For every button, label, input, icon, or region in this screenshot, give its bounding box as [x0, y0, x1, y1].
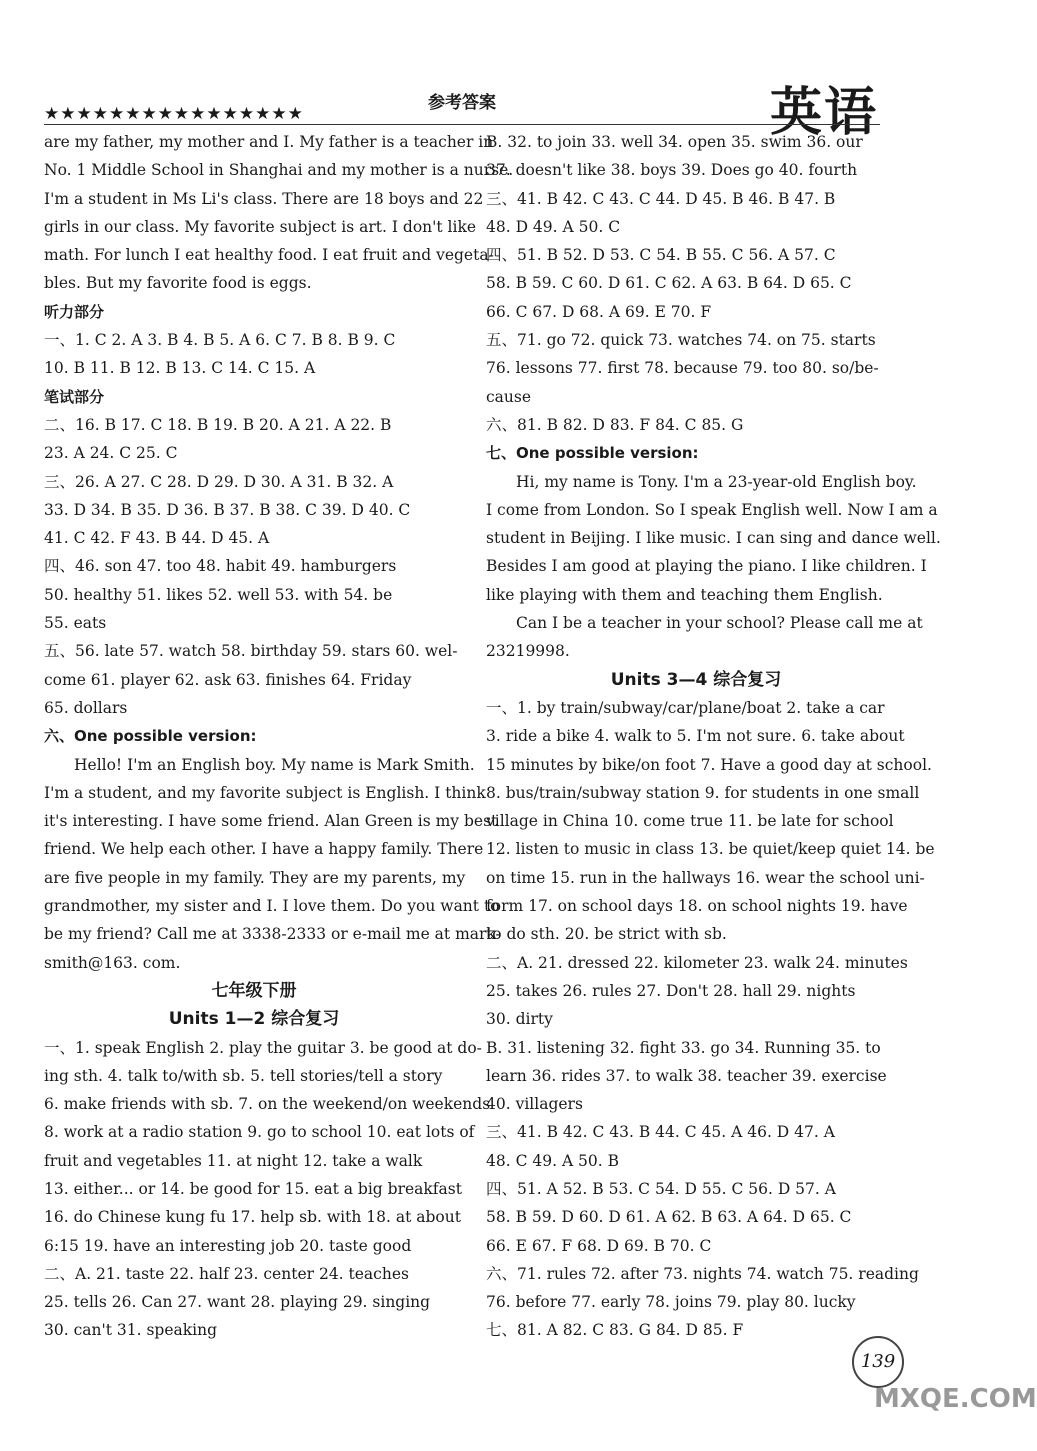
section-heading: 笔试部分 [44, 387, 105, 406]
answer-line: 13. either... or 14. be good for 15. eat a big breakfast [44, 1179, 462, 1198]
header-divider [44, 124, 880, 125]
answer-line: ing sth. 4. talk to/with sb. 5. tell stories/tell a story [44, 1066, 443, 1085]
answer-line: 3. ride a bike 4. walk to 5. I'm not sure. 6. take about [486, 727, 905, 746]
subject-logo: 英语 [770, 83, 879, 143]
answer-line: B. 32. to join 33. well 34. open 35. swim 36. our [486, 133, 863, 151]
answer-line: 48. D 49. A 50. C [486, 217, 621, 236]
answer-line: bles. But my favorite food is eggs. [44, 274, 312, 293]
answer-line: 二、A. 21. dressed 22. kilometer 23. walk 24. minutes [486, 953, 908, 972]
answer-line: 一、1. by train/subway/car/plane/boat 2. take a car [486, 698, 885, 717]
watermark-logo: MXQE.COM [874, 1384, 1037, 1414]
answer-line: 41. C 42. F 43. B 44. D 45. A [44, 529, 270, 548]
answer-line: friend. We help each other. I have a happy family. There [44, 840, 484, 859]
page-number: 139 [852, 1336, 904, 1388]
section-heading: 听力部分 [44, 302, 105, 321]
answer-line: B. 31. listening 32. fight 33. go 34. Running 35. to [486, 1038, 881, 1057]
answer-line: 8. work at a radio station 9. go to school 10. eat lots of [44, 1123, 475, 1142]
answer-line: 25. takes 26. rules 27. Don't 28. hall 29. nights [486, 981, 856, 1000]
answer-line: 三、41. B 42. C 43. C 44. D 45. B 46. B 47. B [486, 189, 836, 208]
answer-line: Hi, my name is Tony. I'm a 23-year-old English boy. [516, 472, 917, 491]
answer-line: 58. B 59. D 60. D 61. A 62. B 63. A 64. D 65. C [486, 1208, 852, 1227]
answer-line: 四、51. A 52. B 53. C 54. D 55. C 56. D 57. A [486, 1179, 836, 1198]
answer-line: No. 1 Middle School in Shanghai and my mother is a nurse. [44, 161, 514, 180]
answer-line: I come from London. So I speak English well. Now I am a [486, 500, 938, 519]
answer-line: 8. bus/train/subway station 9. for students in one small [486, 783, 920, 802]
answer-line: Can I be a teacher in your school? Please call me at [516, 614, 923, 633]
answer-line: 50. healthy 51. likes 52. well 53. with 54. be [44, 585, 393, 604]
answer-line: be my friend? Call me at 3338-2333 or e-mail me at mark- [44, 925, 501, 944]
right-column [486, 128, 941, 1345]
page-title: 参考答案 [428, 93, 496, 113]
answer-line: I'm a student in Ms Li's class. There are 18 boys and 22 [44, 189, 484, 208]
answer-line: village in China 10. come true 11. be late for school [486, 812, 894, 831]
answer-line: 6. make friends with sb. 7. on the weekend/on weekends [44, 1095, 491, 1114]
answer-line: on time 15. run in the hallways 16. wear the school uni- [486, 868, 925, 887]
answer-line: are five people in my family. They are my parents, my [44, 868, 466, 887]
answer-line: 五、56. late 57. watch 58. birthday 59. stars 60. wel- [44, 642, 458, 661]
answer-line: fruit and vegetables 11. at night 12. take a walk [44, 1151, 423, 1170]
answer-line: math. For lunch I eat healthy food. I eat fruit and vegeta- [44, 246, 494, 265]
answer-line: 16. do Chinese kung fu 17. help sb. with 18. at about [44, 1208, 461, 1227]
answer-line: 一、1. C 2. A 3. B 4. B 5. A 6. C 7. B 8. B 9. C [44, 331, 396, 350]
answer-line: 37. doesn't like 38. boys 39. Does go 40. fourth [486, 161, 858, 180]
answer-line: 40. villagers [486, 1095, 583, 1114]
answer-line: 58. B 59. C 60. D 61. C 62. A 63. B 64. D 65. C [486, 274, 852, 293]
answer-line: cause [486, 387, 532, 406]
answer-line: 四、51. B 52. D 53. C 54. B 55. C 56. A 57. C [486, 246, 836, 265]
answer-line: learn 36. rides 37. to walk 38. teacher 39. exercise [486, 1066, 887, 1085]
answer-line: form 17. on school days 18. on school nights 19. have [486, 897, 908, 916]
answer-line: come 61. player 62. ask 63. finishes 64. Friday [44, 670, 412, 689]
answer-line: 三、41. B 42. C 43. B 44. C 45. A 46. D 47. A [486, 1123, 835, 1142]
unit-heading: 七年级下册 [211, 980, 297, 1001]
answer-line: student in Beijing. I like music. I can sing and dance well. [486, 529, 941, 548]
answer-line: 66. E 67. F 68. D 69. B 70. C [486, 1236, 712, 1255]
answer-line: 23219998. [486, 642, 570, 661]
answer-line: Besides I am good at playing the piano. I like children. I [486, 557, 927, 576]
unit-heading: Units 3—4 综合复习 [610, 669, 782, 690]
answer-line: 15 minutes by bike/on foot 7. Have a good day at school. [486, 755, 932, 774]
answer-line: 六、71. rules 72. after 73. nights 74. watch 75. reading [486, 1264, 919, 1283]
section-heading: 七、One possible version: [486, 444, 699, 463]
answer-line: 55. eats [44, 614, 107, 633]
answer-line: 65. dollars [44, 698, 128, 717]
answer-line: like playing with them and teaching them English. [486, 585, 883, 604]
answer-line: 6:15 19. have an interesting job 20. taste good [44, 1236, 412, 1255]
answer-line: grandmother, my sister and I. I love them. Do you want to [44, 897, 500, 916]
answer-line: 25. tells 26. Can 27. want 28. playing 29. singing [44, 1293, 431, 1312]
answer-line: 48. C 49. A 50. B [486, 1151, 620, 1170]
answer-line: 12. listen to music in class 13. be quiet/keep quiet 14. be [486, 840, 935, 859]
answer-line: Hello! I'm an English boy. My name is Mark Smith. [74, 755, 475, 774]
answer-line: 六、81. B 82. D 83. F 84. C 85. G [486, 415, 744, 434]
answer-line: 二、16. B 17. C 18. B 19. B 20. A 21. A 22. B [44, 415, 392, 434]
answer-line: 23. A 24. C 25. C [44, 444, 178, 463]
unit-heading: Units 1—2 综合复习 [168, 1009, 340, 1030]
answer-line: are my father, my mother and I. My father is a teacher in [44, 133, 494, 151]
section-heading: 六、One possible version: [44, 727, 257, 746]
answer-line: 76. lessons 77. first 78. because 79. too 80. so/be- [486, 359, 879, 378]
answer-line: 二、A. 21. taste 22. half 23. center 24. teaches [44, 1264, 409, 1283]
answer-line: 33. D 34. B 35. D 36. B 37. B 38. C 39. D 40. C [44, 500, 411, 519]
answer-line: 三、26. A 27. C 28. D 29. D 30. A 31. B 32. A [44, 472, 394, 491]
answer-line: it's interesting. I have some friend. Alan Green is my best [44, 812, 498, 831]
answer-line: 一、1. speak English 2. play the guitar 3. be good at do- [44, 1038, 482, 1057]
answer-line: 66. C 67. D 68. A 69. E 70. F [486, 302, 712, 321]
answer-line: 76. before 77. early 78. joins 79. play 80. lucky [486, 1293, 856, 1312]
answer-line: girls in our class. My favorite subject is art. I don't like [44, 217, 477, 236]
answer-line: 五、71. go 72. quick 73. watches 74. on 75. starts [486, 331, 876, 350]
answer-line: 七、81. A 82. C 83. G 84. D 85. F [486, 1321, 744, 1340]
star-row: ★★★★★★★★★★★★★★★★ [44, 104, 304, 124]
answer-line: 30. can't 31. speaking [44, 1321, 218, 1340]
answer-line: smith@163. com. [44, 953, 181, 972]
answer-line: 10. B 11. B 12. B 13. C 14. C 15. A [44, 359, 316, 378]
answer-line: to do sth. 20. be strict with sb. [486, 925, 727, 944]
answer-line: 30. dirty [486, 1010, 553, 1029]
answer-line: 四、46. son 47. too 48. habit 49. hamburgers [44, 557, 397, 576]
answer-line: I'm a student, and my favorite subject is English. I think [44, 783, 486, 802]
